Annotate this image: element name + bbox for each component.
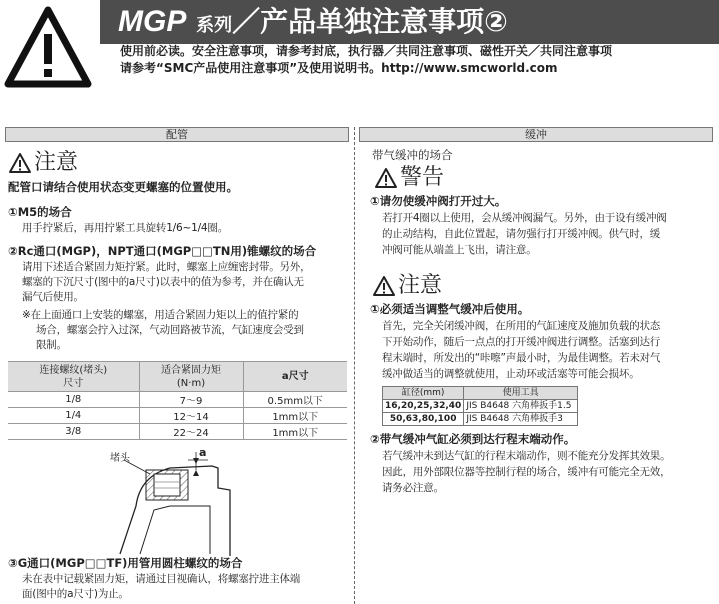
warning-triangle-icon <box>374 167 398 189</box>
caution1-line1: 首先，完全关闭缓冲阀，在所用的气缸速度及施加负载的状态 <box>382 320 661 332</box>
warning-icon <box>0 0 96 96</box>
header-notice-line1: 使用前必读。安全注意事项，请参考封底，执行器／共同注意事项、磁性开关／共同注意事项 <box>120 44 613 58</box>
table-cell: 1mm以下 <box>243 424 347 440</box>
table-row <box>383 413 578 426</box>
table-cell: 7～9 <box>139 392 243 408</box>
torque-table <box>8 361 347 440</box>
table-row <box>8 408 347 424</box>
table-row <box>8 424 347 440</box>
warning1-title: ①请勿使缓冲阀打开过大。 <box>370 194 507 208</box>
column-divider <box>354 127 355 604</box>
table-header: 连接螺纹(堵头) 尺寸 <box>8 362 139 392</box>
table-cell: 1/4 <box>8 408 139 424</box>
item1-text: 用手拧紧后，再用拧紧工具旋转1/6~1/4圈。 <box>22 222 228 234</box>
table-cell: JIS B4648 六角棒扳手3 <box>464 413 578 426</box>
table-header: 缸径(mm) <box>383 387 464 400</box>
caution1-line3: 程末端时，所发出的“咔嚓”声最小时，为最佳调整。若未对气 <box>382 352 661 364</box>
item2-line2: 螺塞的下沉尺寸(图中的a尺寸)以表中的值为参考，并在确认无 <box>22 276 304 288</box>
piping-intro: 配管口请结合使用状态变更螺塞的位置使用。 <box>8 180 238 194</box>
caution2-line3: 请务必注意。 <box>382 482 444 494</box>
cushion-subtitle: 带气缓冲的场合 <box>372 148 453 162</box>
table-header-row <box>8 362 347 392</box>
table-row <box>383 400 578 413</box>
caution1-title: ①必须适当调整气缓冲后使用。 <box>370 302 530 316</box>
item3-title: ③G通口(MGP□□TF)用管用圆柱螺纹的场合 <box>8 556 243 570</box>
caution-triangle-icon <box>372 275 396 297</box>
item3-line1: 未在表中记载紧固力矩，请通过目视确认，将螺塞拧进主体端 <box>22 573 301 585</box>
section-title-piping: 配管 <box>5 127 349 142</box>
warning1-line2: 的止动结构，自此位置起，请勿强行打开缓冲阀。供气时，缓 <box>382 228 661 240</box>
table-cell: 1/8 <box>8 392 139 408</box>
caution1-line2: 下开始动作，随后一点点的打开缓冲阀进行调整。活塞到达行 <box>382 336 661 348</box>
section-title-cushion: 缓冲 <box>359 127 713 142</box>
item2-line3: 漏气后使用。 <box>22 291 84 303</box>
item2-title: ②Rc通口(MGP)，NPT通口(MGP□□TN用)锥螺纹的场合 <box>8 244 317 258</box>
header-notice-line2: 请参考“SMC产品使用注意事项”及使用说明书。http://www.smcworld.com <box>120 61 558 75</box>
warning-heading: 警告 <box>374 166 444 190</box>
item1-title: ①M5的场合 <box>8 205 72 219</box>
table-cell: 1mm以下 <box>243 408 347 424</box>
figure-label-plug: 堵头 <box>110 453 130 464</box>
item3-line2: 面(图中的a尺寸)为止。 <box>22 588 129 600</box>
caution2-line1: 若气缓冲未到达气缸的行程末端动作，则不能充分发挥其效果。 <box>382 450 671 462</box>
table-header-row <box>383 387 578 400</box>
table-cell: 3/8 <box>8 424 139 440</box>
note-line2: 场合，螺塞会拧入过深，气动回路被节流，气缸速度会受到 <box>36 324 304 336</box>
note-line3: 限制。 <box>36 339 67 351</box>
note-line1: ※在上面通口上安装的螺塞，用适合紧固力矩以上的值拧紧的 <box>22 309 299 321</box>
page-title: MGP 系列／产品单独注意事项② <box>118 5 508 38</box>
table-cell: 16,20,25,32,40 <box>383 400 464 413</box>
table-cell: 0.5mm以下 <box>243 392 347 408</box>
table-cell: 12～14 <box>139 408 243 424</box>
item2-line1: 请用下述适合紧固力矩拧紧。此时，螺塞上应缠密封带。另外， <box>22 261 311 273</box>
caution2-title: ②带气缓冲气缸必须到达行程末端动作。 <box>370 432 576 446</box>
warning1-line1: 若打开4圈以上使用，会从缓冲阀漏气。另外，由于设有缓冲阀 <box>382 212 667 224</box>
tool-table <box>382 386 578 426</box>
figure-label-a: a <box>199 446 207 459</box>
table-cell: 22～24 <box>139 424 243 440</box>
table-header: 使用工具 <box>464 387 578 400</box>
warning1-line3: 冲阀可能从端盖上飞出，请注意。 <box>382 244 537 256</box>
caution-triangle-icon <box>8 152 32 174</box>
table-cell: JIS B4648 六角棒扳手1.5 <box>464 400 578 413</box>
caution-heading-left: 注意 <box>8 151 78 175</box>
caution1-line4: 缓冲做适当的调整就使用，止动环或活塞等可能会损坏。 <box>382 368 640 380</box>
caution-heading-right: 注意 <box>372 274 442 298</box>
caution2-line2: 因此，用外部限位器等控制行程的场合，缓冲有可能完全无效， <box>382 466 671 478</box>
table-header: a尺寸 <box>243 362 347 392</box>
table-header: 适合紧固力矩 (N·m) <box>139 362 243 392</box>
table-row <box>8 392 347 408</box>
table-cell: 50,63,80,100 <box>383 413 464 426</box>
